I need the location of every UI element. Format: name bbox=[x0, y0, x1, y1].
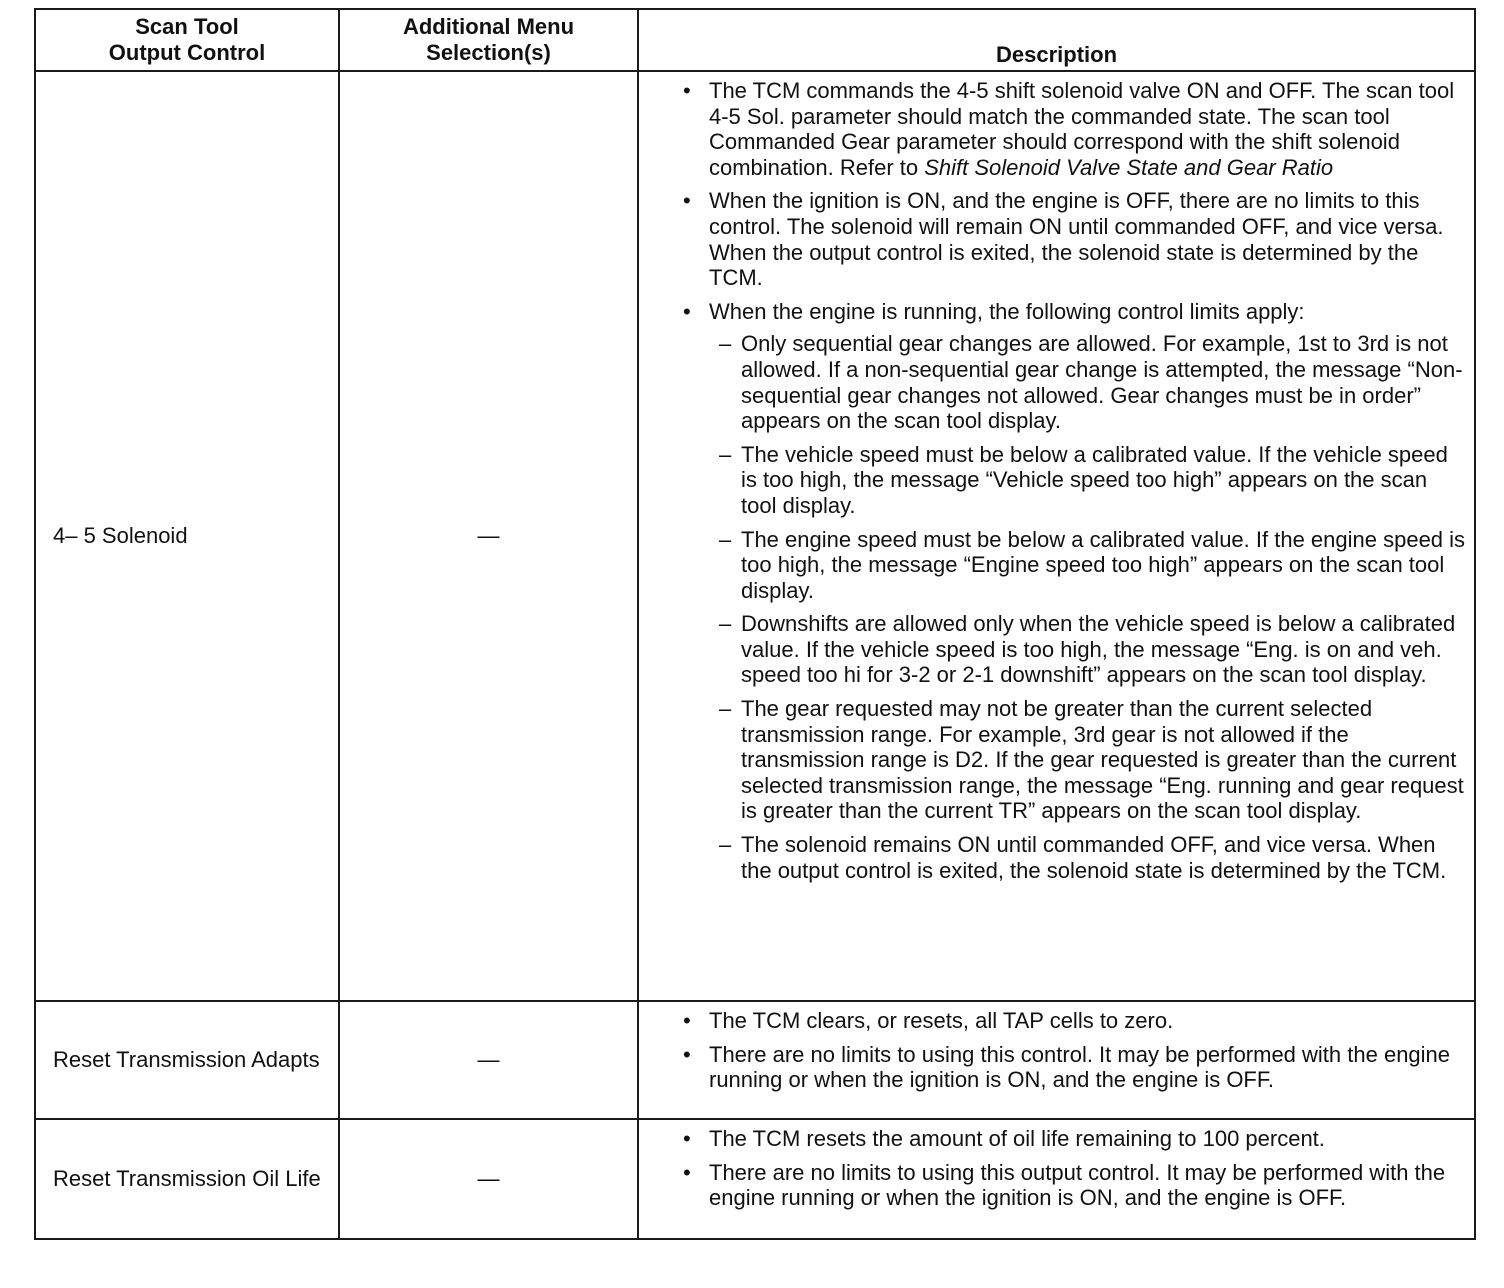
control-cell: 4– 5 Solenoid bbox=[35, 71, 339, 1001]
description-cell bbox=[638, 1119, 1475, 1239]
control-limit-item: – The vehicle speed must be below a calibrated value. If the vehicle speed is too high, the message “Vehicle speed too high” appears on the scan tool display. bbox=[715, 442, 1468, 519]
description-cell bbox=[638, 1001, 1475, 1119]
control-limit-item: – The engine speed must be below a calibrated value. If the engine speed is too high, the message “Engine speed too high” appears on the scan tool display. bbox=[715, 527, 1468, 604]
header-row bbox=[35, 9, 1475, 71]
control-limit-item: – Downshifts are allowed only when the vehicle speed is below a calibrated value. If the vehicle speed is too high, the message “Eng. is on and veh. speed too hi for 3-2 or 2-1 downshift” appears on the scan tool display. bbox=[715, 611, 1468, 688]
header-additional-line-1: Additional Menu bbox=[402, 14, 575, 39]
header-description-label: Description bbox=[995, 42, 1118, 67]
additional-selection-cell: — bbox=[339, 71, 638, 1001]
control-cell: Reset Transmission Adapts bbox=[35, 1001, 339, 1119]
table-body bbox=[35, 71, 1475, 1239]
table-row bbox=[35, 1119, 1475, 1239]
bullet-text: There are no limits to using this control. It may be performed with the engine running or when the ignition is ON, and the engine is OFF. bbox=[709, 1041, 1451, 1093]
header-control-line-2: Output Control bbox=[108, 40, 266, 65]
control-cell: Reset Transmission Oil Life bbox=[35, 1119, 339, 1239]
description-bullet bbox=[681, 299, 1468, 883]
bullet-text: The TCM resets the amount of oil life remaining to 100 percent. bbox=[709, 1126, 1325, 1151]
header-additional-menu-selections bbox=[339, 9, 638, 71]
description-bullet bbox=[681, 1160, 1468, 1211]
bullet-text: When the engine is running, the following control limits apply: bbox=[709, 298, 1305, 324]
header-scan-tool-output-control bbox=[35, 9, 339, 71]
description-bullet bbox=[681, 1008, 1468, 1034]
control-limit-item: – Only sequential gear changes are allowed. For example, 1st to 3rd is not allowed. If a non-sequential gear change is attempted, the message “Non-sequential gear changes not allowed. Gear changes must be in order” appears on the scan tool display. bbox=[715, 331, 1468, 433]
additional-selection-cell: — bbox=[339, 1119, 638, 1239]
bullet-italic-reference: Shift Solenoid Valve State and Gear Ratio bbox=[924, 154, 1334, 180]
bullet-text: The TCM clears, or resets, all TAP cells to zero. bbox=[709, 1008, 1174, 1033]
table-row bbox=[35, 71, 1475, 1001]
control-limit-item: – The gear requested may not be greater than the current selected transmission range. For example, 3rd gear is not allowed if the transmission range is D2. If the gear requested is greater than the current selected transmission range, the message “Eng. running and gear request is greater than the current TR” appears on the scan tool display. bbox=[715, 696, 1468, 824]
description-bullet bbox=[681, 1126, 1468, 1152]
bullet-text: There are no limits to using this output control. It may be performed with the engine running or when the ignition is ON, and the engine is OFF. bbox=[709, 1159, 1446, 1211]
header-description bbox=[638, 9, 1475, 71]
description-bullet bbox=[681, 188, 1468, 290]
control-limits-list bbox=[715, 331, 1468, 883]
output-control-table bbox=[34, 8, 1476, 1240]
control-limit-item: – The solenoid remains ON until commanded OFF, and vice versa. When the output control is exited, the solenoid state is determined by the TCM. bbox=[715, 832, 1468, 883]
table-row bbox=[35, 1001, 1475, 1119]
additional-selection-cell: — bbox=[339, 1001, 638, 1119]
table-header bbox=[35, 9, 1475, 71]
bullet-text: The TCM commands the 4-5 shift solenoid valve ON and OFF. The scan tool 4-5 Sol. parameter should match the commanded state. The scan tool Commanded Gear parameter should correspond with the shift solenoid combination. Refer to bbox=[709, 78, 1455, 180]
header-control-line-1: Scan Tool bbox=[135, 14, 239, 39]
header-additional-line-2: Selection(s) bbox=[426, 40, 551, 65]
bullet-text: When the ignition is ON, and the engine is OFF, there are no limits to this control. The solenoid will remain ON until commanded OFF, and vice versa. When the output control is exited, the solenoid state is determined by the TCM. bbox=[709, 188, 1444, 291]
description-cell bbox=[638, 71, 1475, 1001]
description-bullet bbox=[681, 78, 1468, 180]
description-bullet bbox=[681, 1042, 1468, 1093]
